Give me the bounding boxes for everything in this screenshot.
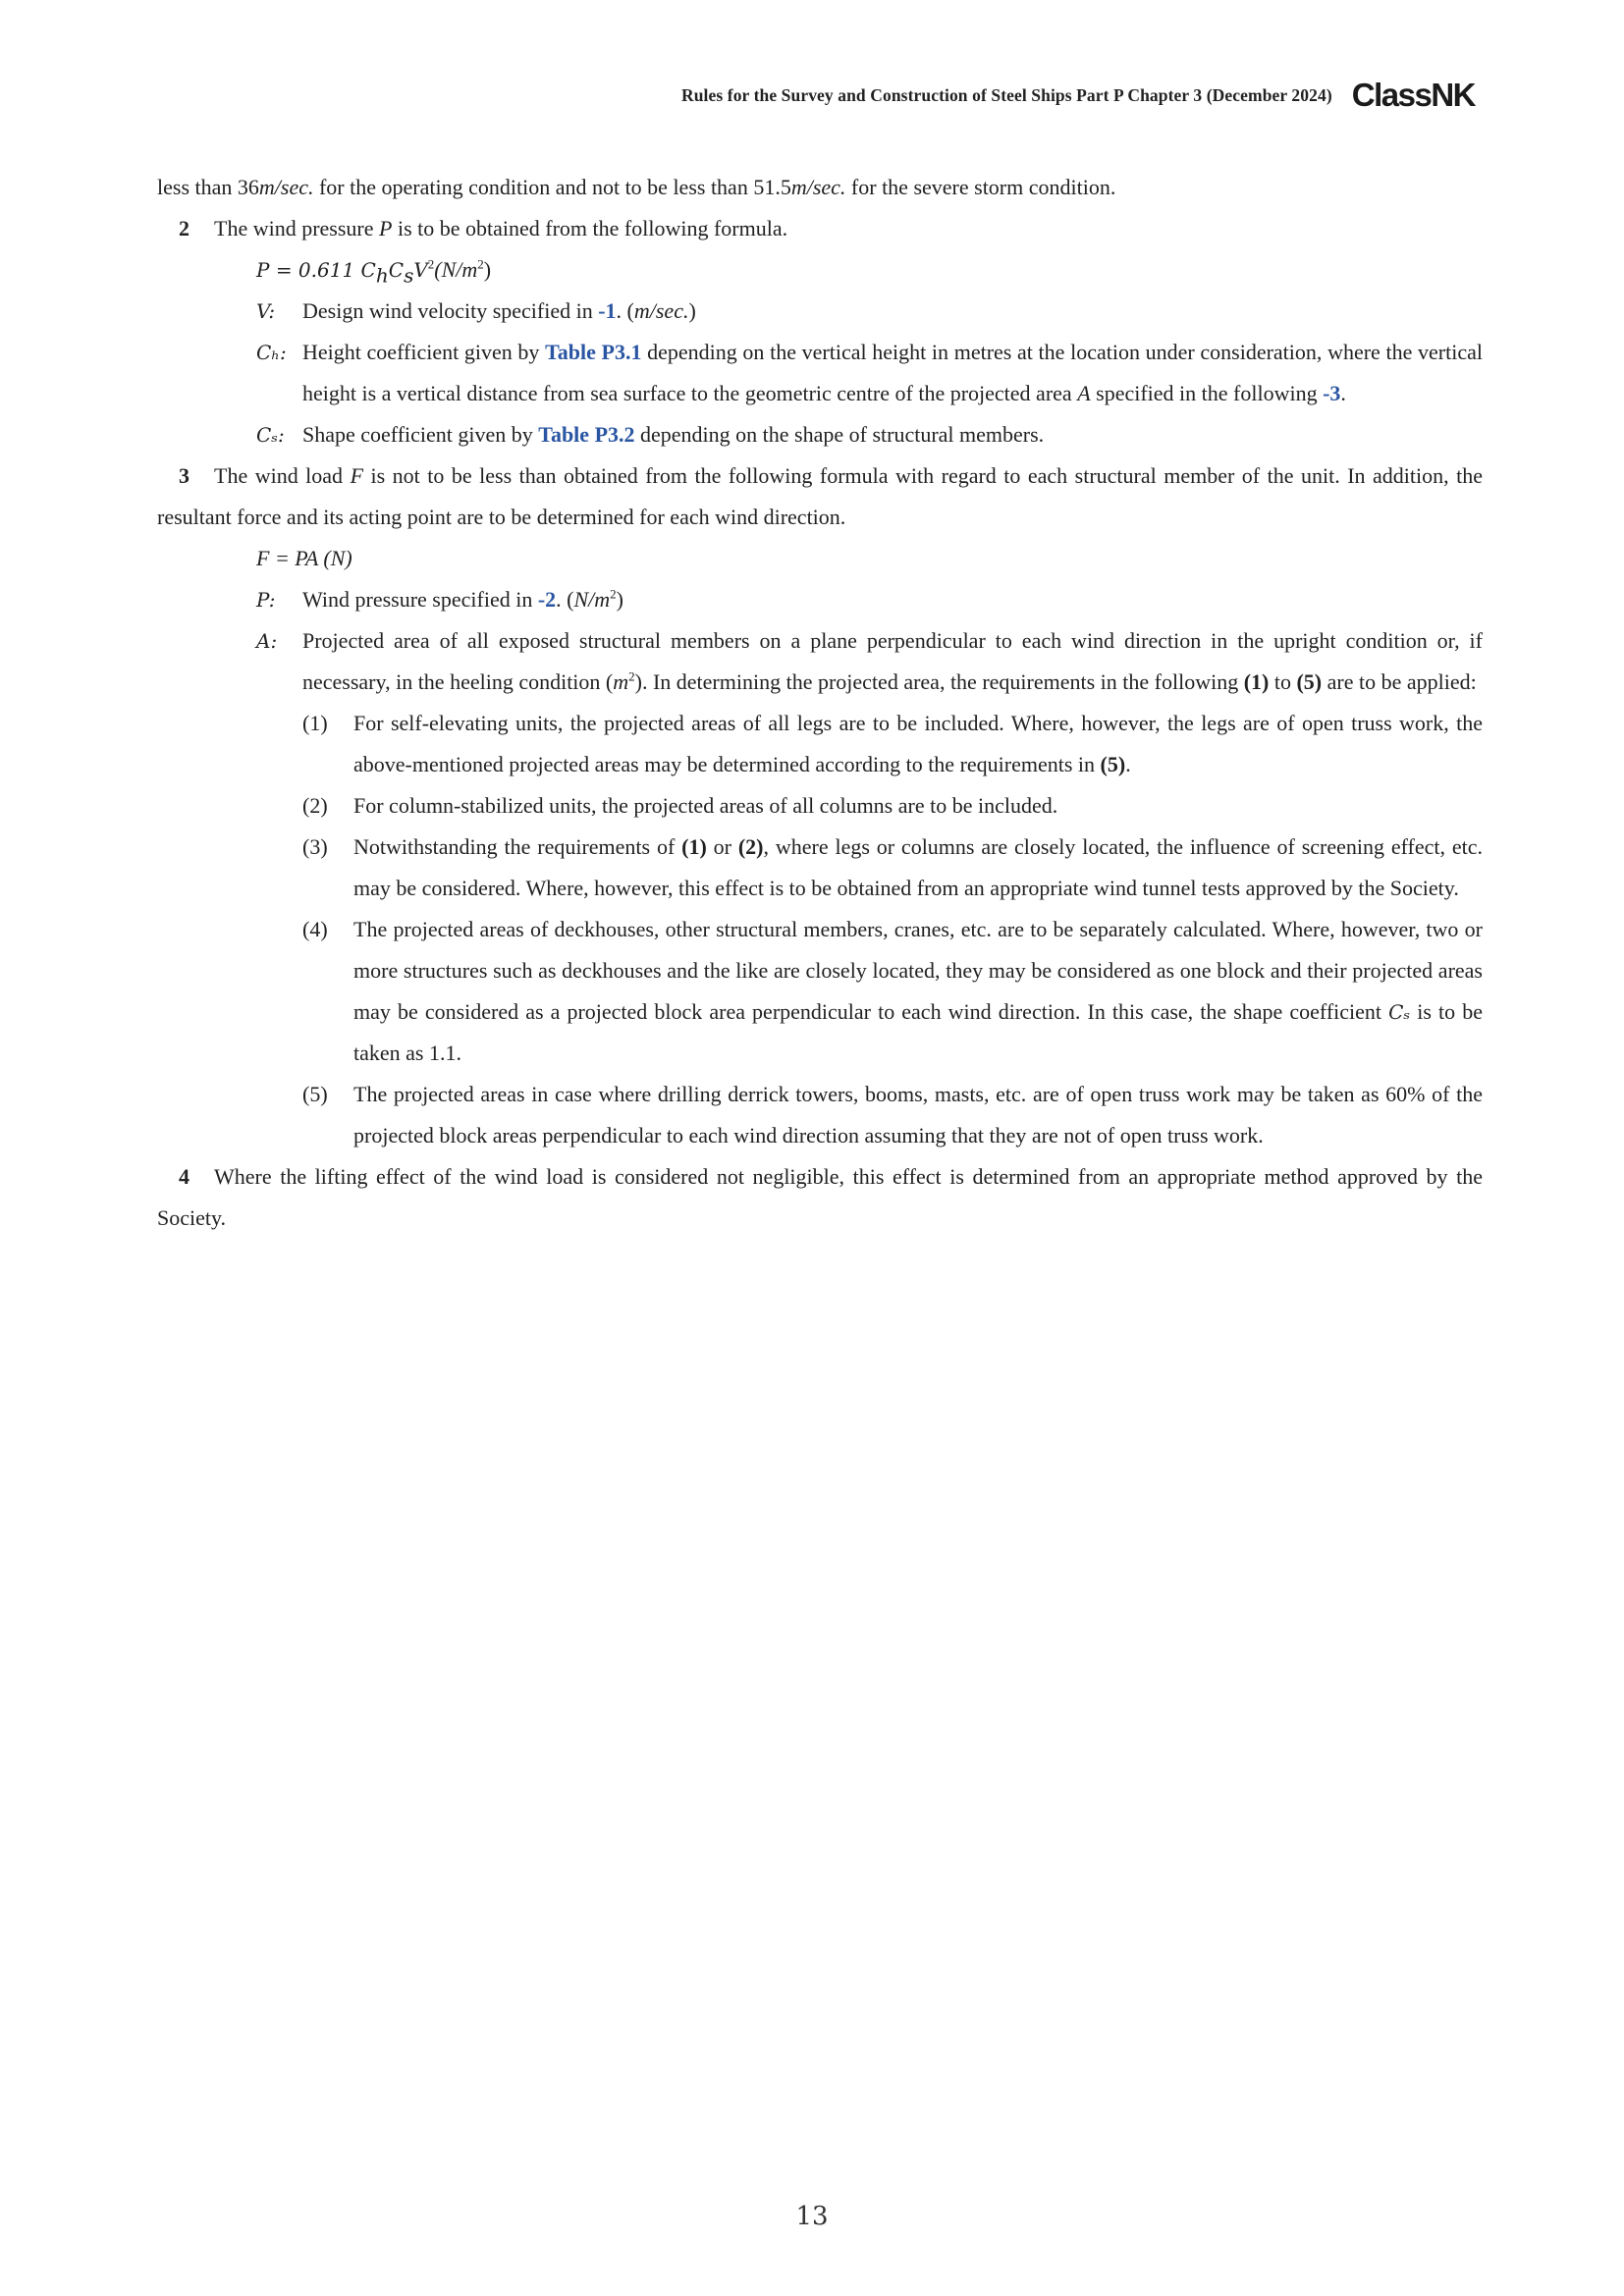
section-number: 2 — [179, 216, 189, 240]
section-number: 3 — [179, 463, 189, 488]
section-number: 4 — [179, 1164, 189, 1189]
document-body — [157, 167, 1483, 1239]
definition-ch: Cₕ: Height coefficient given by Table P3.1 depending on the vertical height in metres at the location under consideration, where the vertical height is a vertical distance from sea surface to the geometric centre of the projected area A specified in the following -3. — [256, 340, 1483, 405]
definition-v: V: Design wind velocity specified in -1. (m/sec.) — [256, 298, 696, 323]
reference-link[interactable]: -1 — [598, 298, 617, 323]
definition-p: P: Wind pressure specified in -2. $(N/m^2)$ — [256, 586, 623, 612]
intro-paragraph: less than 36m/sec. for the operating condition and not to be less than 51.5m/sec. for the severe storm condition. — [157, 175, 1116, 199]
section-3-paragraph: 3 The wind load F is not to be less than obtained from the following formula with regard to each structural member of the unit. In addition, the resultant force and its acting point are to be determined for each wind direction. — [157, 455, 1483, 538]
page-number: 13 — [795, 2202, 829, 2231]
list-item: (3) Notwithstanding the requirements of (1) or (2), where legs or columns are closely located, the influence of screening effect, etc. may be considered. Where, however, this effect is to be obtained from an appropriate wind tunnel tests approved by the Society. — [302, 834, 1484, 900]
page-header — [0, 77, 1475, 114]
wind-load-formula: F = PA (N) — [256, 546, 352, 570]
section-2-paragraph: 2 The wind pressure P is to be obtained from the following formula. — [157, 208, 1483, 249]
table-p3-2-link[interactable]: Table P3.2 — [538, 422, 635, 447]
list-item: (5) The projected areas in case where drilling derrick towers, booms, masts, etc. are of open truss work may be taken as 60% of the projected block areas perpendicular to each wind direction assuming that they are not of open truss work. — [302, 1082, 1483, 1148]
table-p3-1-link[interactable]: Table P3.1 — [545, 340, 642, 364]
definition-cs: Cₛ: Shape coefficient given by Table P3.2 depending on the shape of structural members. — [256, 422, 1045, 447]
classnk-logo: ClassNK — [1351, 77, 1475, 113]
list-item: (2) For column-stabilized units, the projected areas of all columns are to be included. — [302, 793, 1058, 818]
wind-pressure-formula: P = 0.611 $C_hC_sV^2(N/m^2)$ — [256, 256, 492, 288]
list-item: (1) For self-elevating units, the projected areas of all legs are to be included. Where, however, the legs are of open truss work, the above-mentioned projected areas may be determined according to the requirements in (5). — [302, 711, 1483, 776]
header-title: Rules for the Survey and Construction of Steel Ships Part P Chapter 3 (December 2024) — [680, 84, 1332, 105]
section-4-paragraph: 4 Where the lifting effect of the wind load is considered not negligible, this effect is determined from an appropriate method approved by the Society. — [157, 1156, 1483, 1239]
reference-link[interactable]: -3 — [1323, 381, 1341, 405]
reference-link[interactable]: -2 — [537, 587, 557, 612]
list-item: (4) The projected areas of deckhouses, other structural members, cranes, etc. are to be separately calculated. Where, however, two or more structures such as deckhouses and the like are closely located, they may be considered as one block and their projected areas may be considered as a projected block area perpendicular to each wind direction. In this case, the shape coefficient Cₛ is to be taken as 1.1. — [302, 917, 1483, 1065]
definition-a: A: Projected area of all exposed structural members on a plane perpendicular to each wind direction in the upright condition or, if necessary, in the heeling condition $(m^2)$. In determining the projected area, the requirements in the following (1) to (5) are to be applied: — [256, 628, 1483, 694]
